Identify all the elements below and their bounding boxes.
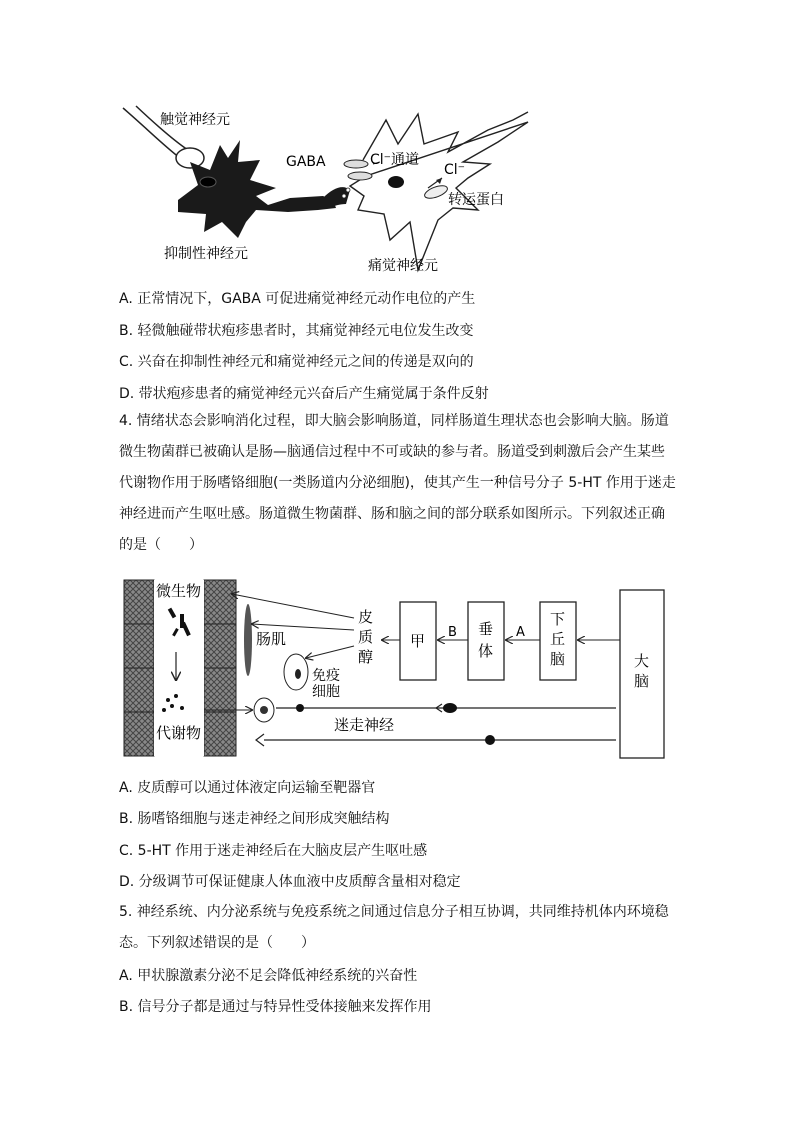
q5-option-b: B. 信号分子都是通过与特异性受体接触来发挥作用 bbox=[119, 999, 432, 1015]
immune-cell-label-2: 细胞 bbox=[312, 684, 340, 700]
microbes-label: 微生物 bbox=[156, 582, 202, 600]
pituitary-label-2: 体 bbox=[478, 642, 494, 660]
q4-option-b: B. 肠嗜铬细胞与迷走神经之间形成突触结构 bbox=[119, 811, 390, 827]
q5-stem bbox=[119, 897, 675, 959]
q4-stem-line: 4. 情绪状态会影响消化过程，即大脑会影响肠道，同样肠道生理状态也会影响大脑。肠道 bbox=[119, 413, 669, 429]
pituitary-box bbox=[468, 602, 504, 680]
q4-option-c: C. 5-HT 作用于迷走神经后在大脑皮层产生呕吐感 bbox=[119, 843, 428, 859]
arrow-a-label: A bbox=[516, 625, 525, 640]
neuron-figure bbox=[118, 100, 538, 280]
touch-neuron-label: 触觉神经元 bbox=[160, 112, 230, 128]
gut-muscle-label: 肠肌 bbox=[256, 630, 287, 648]
q5-stem-line: 5. 神经系统、内分泌系统与免疫系统之间通过信息分子相互协调，共同维持机体内环境稳 bbox=[119, 904, 669, 920]
gut-brain-figure bbox=[118, 574, 674, 760]
cl-channel-bottom bbox=[348, 172, 372, 180]
q4-stem-line: 神经进而产生呕吐感。肠道微生物菌群、肠和脑之间的部分联系如图所示。下列叙述正确 bbox=[119, 506, 665, 522]
pituitary-label-1: 垂 bbox=[478, 620, 494, 638]
q4-option-a: A. 皮质醇可以通过体液定向运输至靶器官 bbox=[119, 780, 376, 796]
hypothalamus-label-3: 脑 bbox=[550, 650, 566, 668]
gland-jia-label: 甲 bbox=[410, 632, 426, 650]
inhibitory-neuron-label: 抑制性神经元 bbox=[164, 246, 248, 262]
metabolites-label: 代谢物 bbox=[156, 724, 202, 742]
inhibitory-nucleus bbox=[200, 177, 216, 187]
q3-option-b: B. 轻微触碰带状疱疹患者时，其痛觉神经元电位发生改变 bbox=[119, 323, 474, 339]
pain-neuron-label: 痛觉神经元 bbox=[368, 258, 438, 274]
q4-option-d: D. 分级调节可保证健康人体血液中皮质醇含量相对稳定 bbox=[119, 874, 461, 890]
hypothalamus-label-2: 丘 bbox=[550, 630, 566, 648]
gut-wall-left bbox=[124, 580, 154, 756]
brain-label-1: 大 bbox=[634, 652, 650, 670]
arrow-b-label: B bbox=[448, 625, 457, 640]
cl-channel-top bbox=[344, 160, 368, 168]
cortisol-label-1: 皮 bbox=[358, 608, 374, 626]
q4-stem-line: 代谢物作用于肠嗜铬细胞(一类肠道内分泌细胞)，使其产生一种信号分子 5-HT 作用于迷走 bbox=[119, 475, 676, 491]
gut-muscle-shape bbox=[244, 604, 252, 676]
pain-nucleus bbox=[388, 176, 404, 188]
brain-label-2: 脑 bbox=[634, 672, 650, 690]
q5-stem-line: 态。下列叙述错误的是（ ） bbox=[119, 935, 315, 951]
gaba-label: GABA bbox=[286, 154, 326, 170]
transporter-label: 转运蛋白 bbox=[448, 192, 504, 208]
hypothalamus-label-1: 下 bbox=[550, 610, 566, 628]
vagus-afferent-fiber bbox=[276, 703, 616, 713]
touch-neuron-terminal bbox=[176, 148, 204, 168]
cl-ion-label: Cl⁻ bbox=[444, 162, 466, 178]
q4-stem bbox=[119, 406, 675, 561]
q4-stem-line: 的是（ ） bbox=[119, 537, 203, 553]
q3-option-d: D. 带状疱疹患者的痛觉神经元兴奋后产生痛觉属于条件反射 bbox=[119, 386, 489, 402]
immune-cell-label-1: 免疫 bbox=[312, 668, 340, 684]
q5-option-a: A. 甲状腺激素分泌不足会降低神经系统的兴奋性 bbox=[119, 968, 418, 984]
q4-stem-line: 微生物菌群已被确认是肠—脑通信过程中不可或缺的参与者。肠道受到刺激后会产生某些 bbox=[119, 444, 665, 460]
cortisol-label-3: 醇 bbox=[358, 648, 374, 666]
vagus-efferent-fiber bbox=[256, 734, 616, 746]
gut-wall-right bbox=[204, 580, 236, 756]
vagus-label: 迷走神经 bbox=[334, 716, 395, 734]
q3-option-c: C. 兴奋在抑制性神经元和痛觉神经元之间的传递是双向的 bbox=[119, 354, 474, 370]
q3-option-a: A. 正常情况下，GABA 可促进痛觉神经元动作电位的产生 bbox=[119, 291, 476, 307]
cortisol-label-2: 质 bbox=[358, 628, 374, 646]
cl-channel-label: Cl⁻通道 bbox=[370, 152, 420, 168]
